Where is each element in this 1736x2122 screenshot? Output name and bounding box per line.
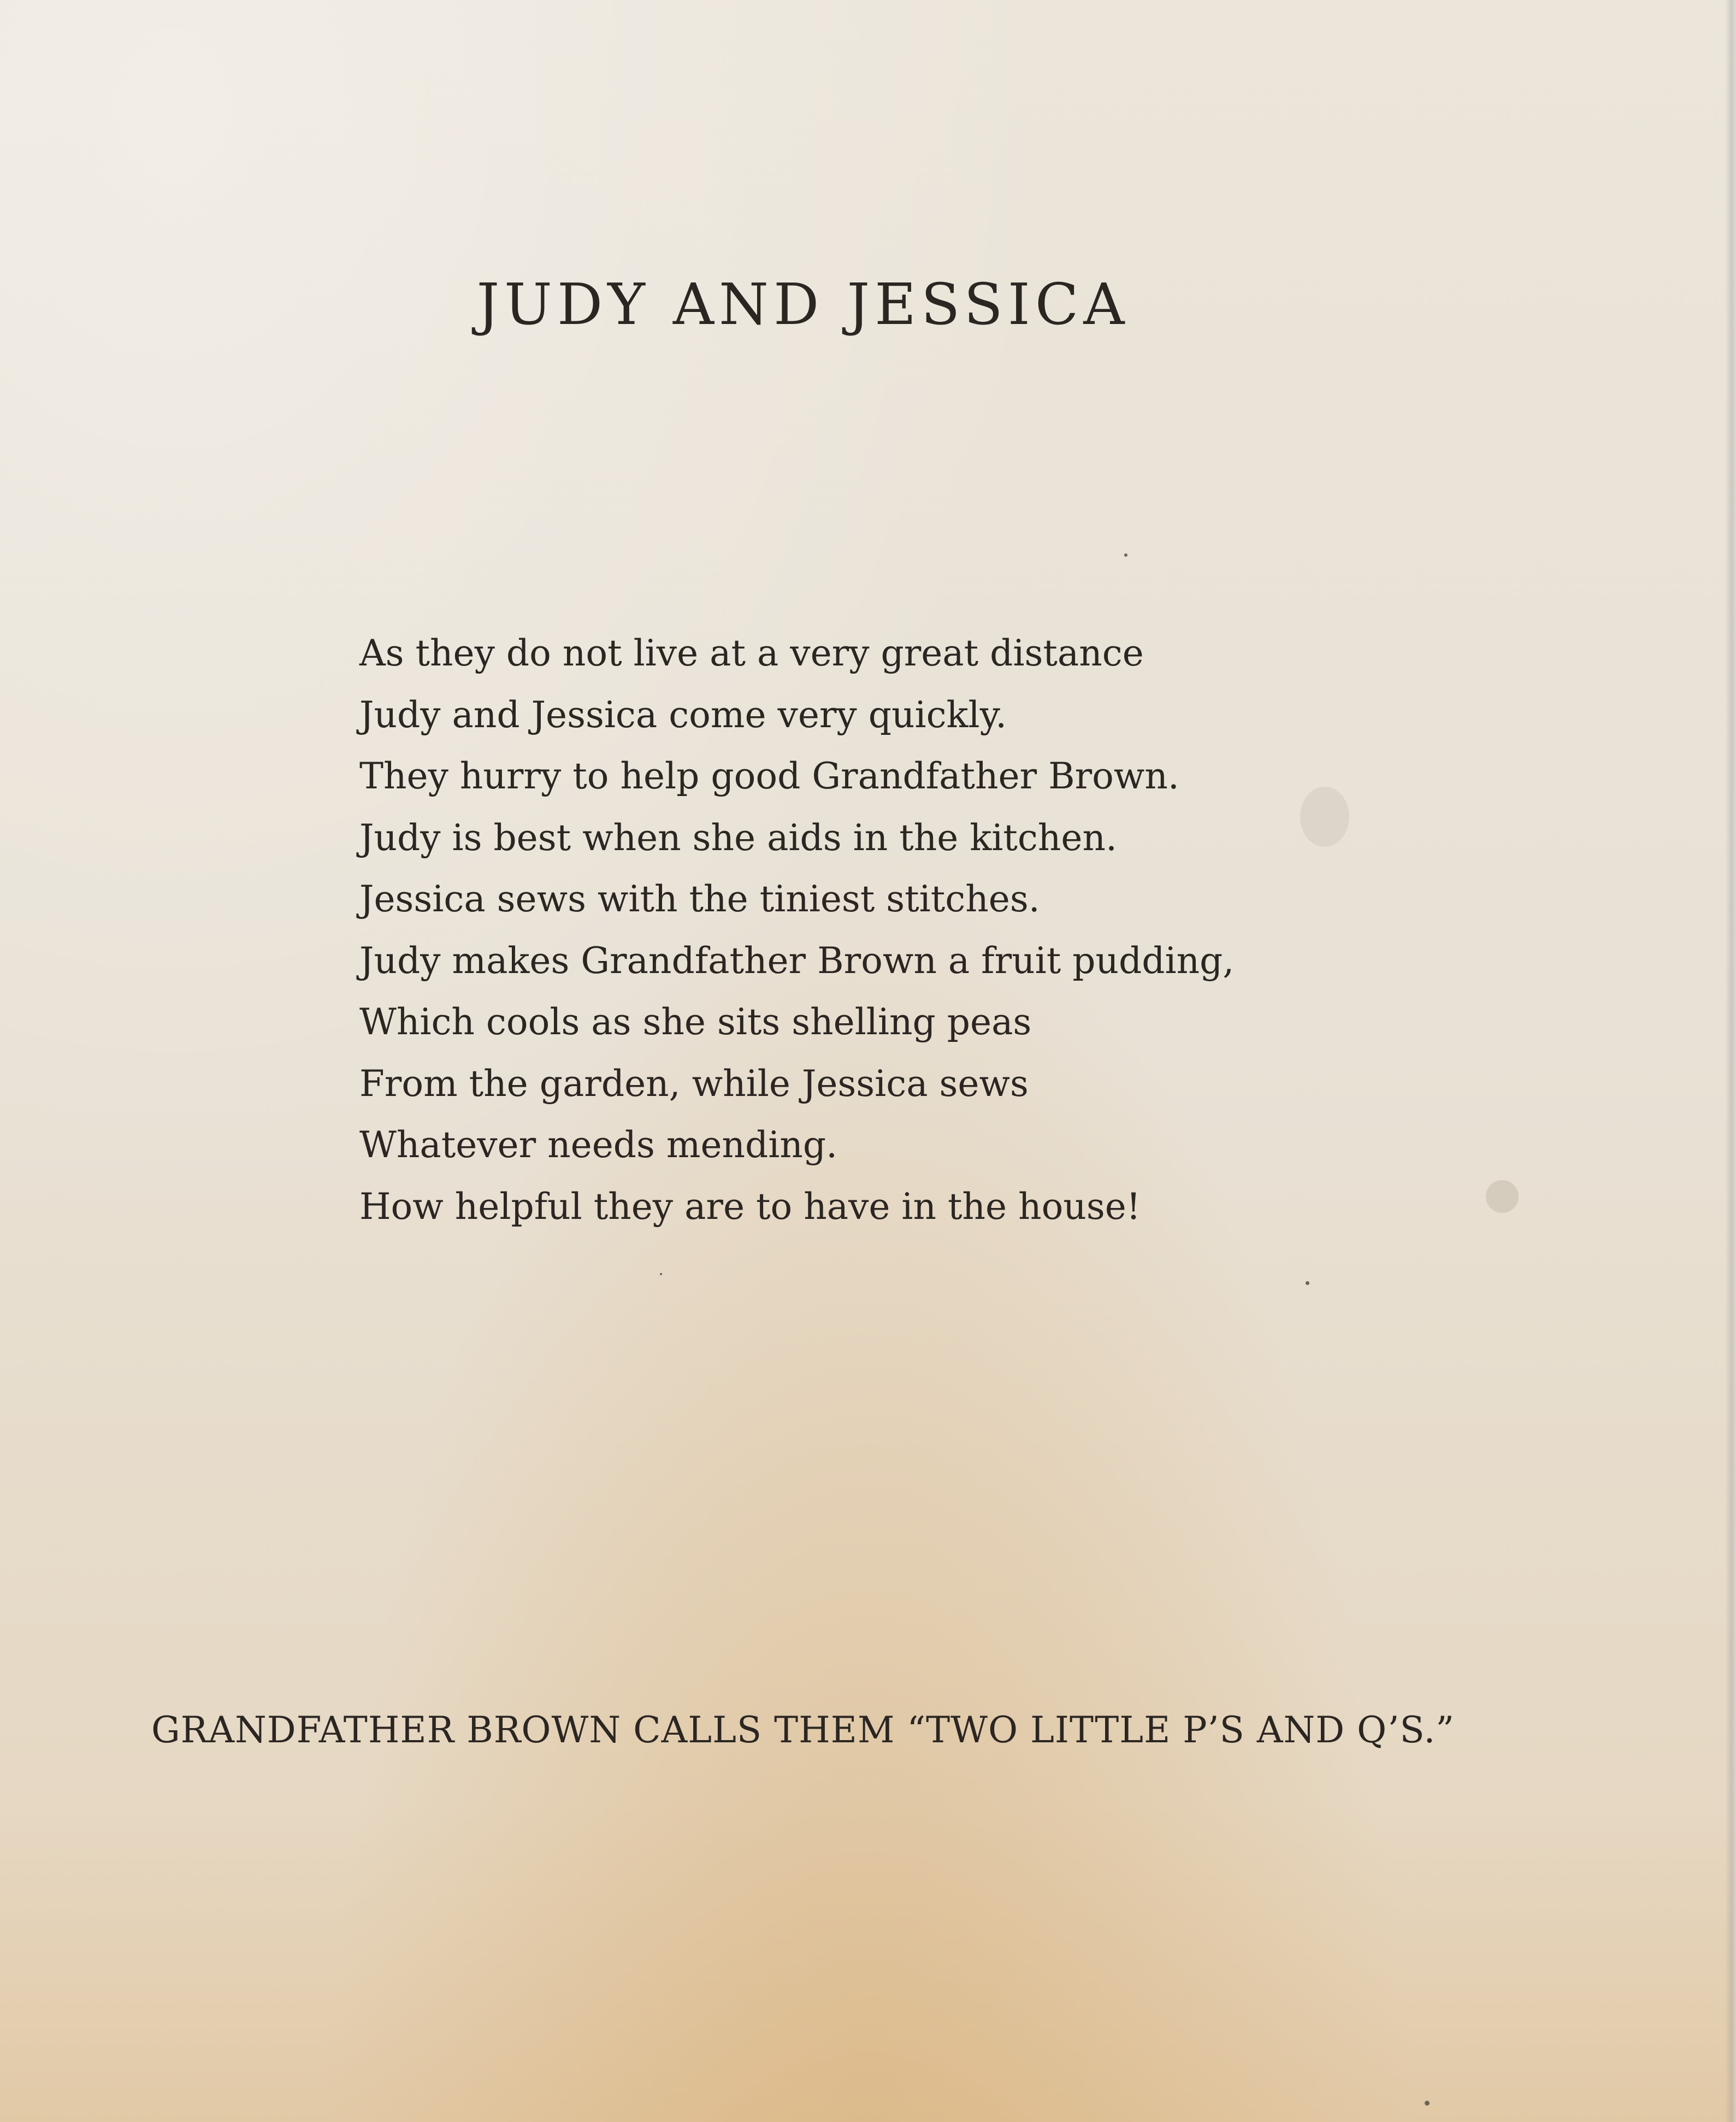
poem-line: They hurry to help good Grandfather Brown.	[359, 755, 1179, 797]
poem-line: Judy is best when she aids in the kitchen.	[359, 816, 1117, 859]
poem-line: From the garden, while Jessica sews	[359, 1062, 1029, 1105]
paper-speck	[1124, 553, 1127, 557]
paper-speck	[1306, 1281, 1309, 1285]
paper-speck	[660, 1273, 662, 1275]
caption: GRANDFATHER BROWN CALLS THEM “TWO LITTLE P’S AND Q’S.”	[151, 1709, 1455, 1751]
poem	[359, 623, 1288, 1237]
paper-smudge	[1300, 787, 1349, 847]
poem-line: Jessica sews with the tiniest stitches.	[359, 878, 1040, 920]
paper-smudge	[1486, 1180, 1519, 1213]
page-edge	[1725, 0, 1736, 2122]
poem-line: Which cools as she sits shelling peas	[359, 1001, 1032, 1043]
poem-line: Whatever needs mending.	[359, 1124, 838, 1166]
poem-line: How helpful they are to have in the house!	[359, 1185, 1141, 1228]
poem-line: Judy and Jessica come very quickly.	[359, 693, 1007, 736]
poem-line: As they do not live at a very great distance	[359, 632, 1144, 674]
paper-speck	[1425, 2101, 1430, 2106]
page-title: JUDY AND JESSICA	[476, 271, 1130, 338]
poem-line: Judy makes Grandfather Brown a fruit pudding,	[359, 939, 1235, 982]
